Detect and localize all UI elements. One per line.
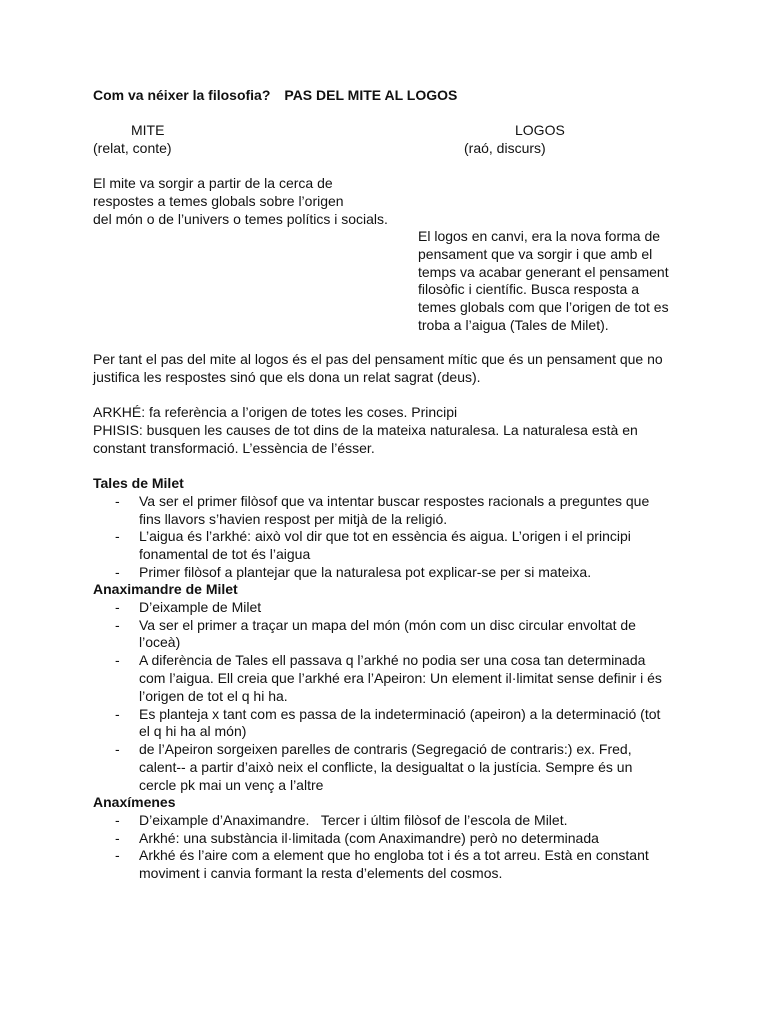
logos-line: temps va acabar generant el pensament: [418, 263, 669, 280]
dash-bullet: -: [115, 616, 120, 633]
list-item-line: fonamental de tot és l’aigua: [139, 546, 311, 563]
list-item-line: Es planteja x tant com es passa de la indeterminació (apeiron) a la determinació (tot: [139, 705, 661, 722]
list-item: [93, 564, 693, 582]
dash-bullet: -: [115, 652, 120, 669]
mite-line: del món o de l’univers o temes polítics i socials.: [93, 210, 388, 227]
logos-heading: LOGOS: [515, 122, 565, 138]
conclusion-paragraph: [93, 351, 693, 387]
list-item-line: Primer filòsof a plantejar que la naturalesa pot explicar-se per si mateixa.: [139, 563, 592, 580]
list-item-line: de l’Apeiron sorgeixen parelles de contraris (Segregació de contraris:) ex. Fred,: [139, 741, 632, 758]
list-item-line: moviment i canvia formant la resta d’elements del cosmos.: [139, 865, 503, 882]
logos-line: temes globals com que l’origen de tot es: [418, 299, 669, 316]
mite-line: El mite va sorgir a partir de la cerca de: [93, 175, 333, 191]
page-title: [93, 87, 457, 105]
mite-paragraph: [93, 175, 388, 228]
list-item: [93, 617, 693, 653]
definition-line: ARKHÉ: fa referència a l’origen de totes les coses. Principi: [93, 404, 458, 420]
list-item: [93, 528, 693, 564]
list-item-line: calent-- a partir d’això neix el conflicte, la desigualtat o la justícia. Sempre és un: [139, 758, 633, 775]
title-question: Com va néixer la filosofia?: [93, 87, 271, 103]
list-item-line: D’eixample d’Anaximandre. Tercer i últim filòsof de l’escola de Milet.: [139, 811, 568, 828]
definition-line: constant transformació. L’essència de l’ésser.: [93, 439, 375, 456]
section-title: Tales de Milet: [93, 475, 184, 491]
list-item-line: l’oceà): [139, 634, 181, 651]
list-item-line: fins llavors s’havien respost per mitjà de la religió.: [139, 510, 448, 527]
section-title: Anaximandre de Milet: [93, 581, 238, 597]
section-anaximenes: [93, 794, 693, 883]
list-item-line: Arkhé és l’aire com a element que ho engloba tot i és a tot arreu. Està en constant: [139, 847, 649, 864]
list-item-line: el q hi ha al món): [139, 723, 247, 740]
logos-line: pensament que va sorgir i que amb el: [418, 245, 653, 262]
list-item-line: D’eixample de Milet: [139, 598, 262, 615]
mite-line: respostes a temes globals sobre l’origen: [93, 192, 344, 209]
list-item: [93, 741, 693, 794]
list-item-line: Va ser el primer filòsof que va intentar buscar respostes racionals a preguntes que: [139, 492, 650, 509]
list-item-line: Arkhé: una substància il·limitada (com Anaximandre) però no determinada: [139, 829, 599, 846]
list-item-line: A diferència de Tales ell passava q l’arkhé no podia ser una cosa tan determinada: [139, 652, 646, 669]
list-item: [93, 493, 693, 529]
logos-line: troba a l’aigua (Tales de Milet).: [418, 316, 609, 333]
logos-subheading: (raó, discurs): [464, 140, 546, 156]
list-item: [93, 830, 693, 848]
dash-bullet: -: [115, 492, 120, 509]
dash-bullet: -: [115, 741, 120, 758]
mite-heading: MITE: [131, 122, 165, 138]
list-item: [93, 599, 693, 617]
list-item: [93, 812, 693, 830]
mite-subheading: (relat, conte): [93, 140, 172, 156]
title-topic: PAS DEL MITE AL LOGOS: [284, 87, 458, 103]
dash-bullet: -: [115, 829, 120, 846]
bullet-list: [93, 599, 693, 795]
conclusion-line: Per tant el pas del mite al logos és el pas del pensament mític que és un pensament que no: [93, 351, 663, 367]
logos-paragraph: [418, 228, 669, 335]
dash-bullet: -: [115, 847, 120, 864]
dash-bullet: -: [115, 705, 120, 722]
list-item: [93, 847, 693, 883]
list-item-line: Va ser el primer a traçar un mapa del món (món com un disc circular envoltat de: [139, 616, 636, 633]
list-item: [93, 652, 693, 705]
definitions-paragraph: [93, 404, 693, 457]
bullet-list: [93, 493, 693, 582]
definition-line: PHISIS: busquen les causes de tot dins de la mateixa naturalesa. La naturalesa està en: [93, 421, 638, 438]
logos-line: El logos en canvi, era la nova forma de: [418, 228, 661, 244]
list-item-line: cercle pk mai un venç a l’altre: [139, 776, 324, 793]
conclusion-line: justifica les respostes sinó que els dona un relat sagrat (deus).: [93, 368, 481, 385]
dash-bullet: -: [115, 598, 120, 615]
dash-bullet: -: [115, 528, 120, 545]
section-title: Anaxímenes: [93, 794, 176, 810]
dash-bullet: -: [115, 563, 120, 580]
dash-bullet: -: [115, 811, 120, 828]
list-item-line: com l’aigua. Ell creia que l’arkhé era l’Apeiron: Un element il·limitat sense definir i és: [139, 669, 662, 686]
list-item: [93, 706, 693, 742]
section-anaximandre: [93, 581, 693, 795]
section-tales: [93, 475, 693, 582]
bullet-list: [93, 812, 693, 883]
list-item-line: L’aigua és l’arkhé: això vol dir que tot en essència és aigua. L’origen i el principi: [139, 528, 631, 545]
logos-line: filosòfic i científic. Busca resposta a: [418, 281, 639, 298]
list-item-line: l’origen de tot el q hi ha.: [139, 687, 288, 704]
